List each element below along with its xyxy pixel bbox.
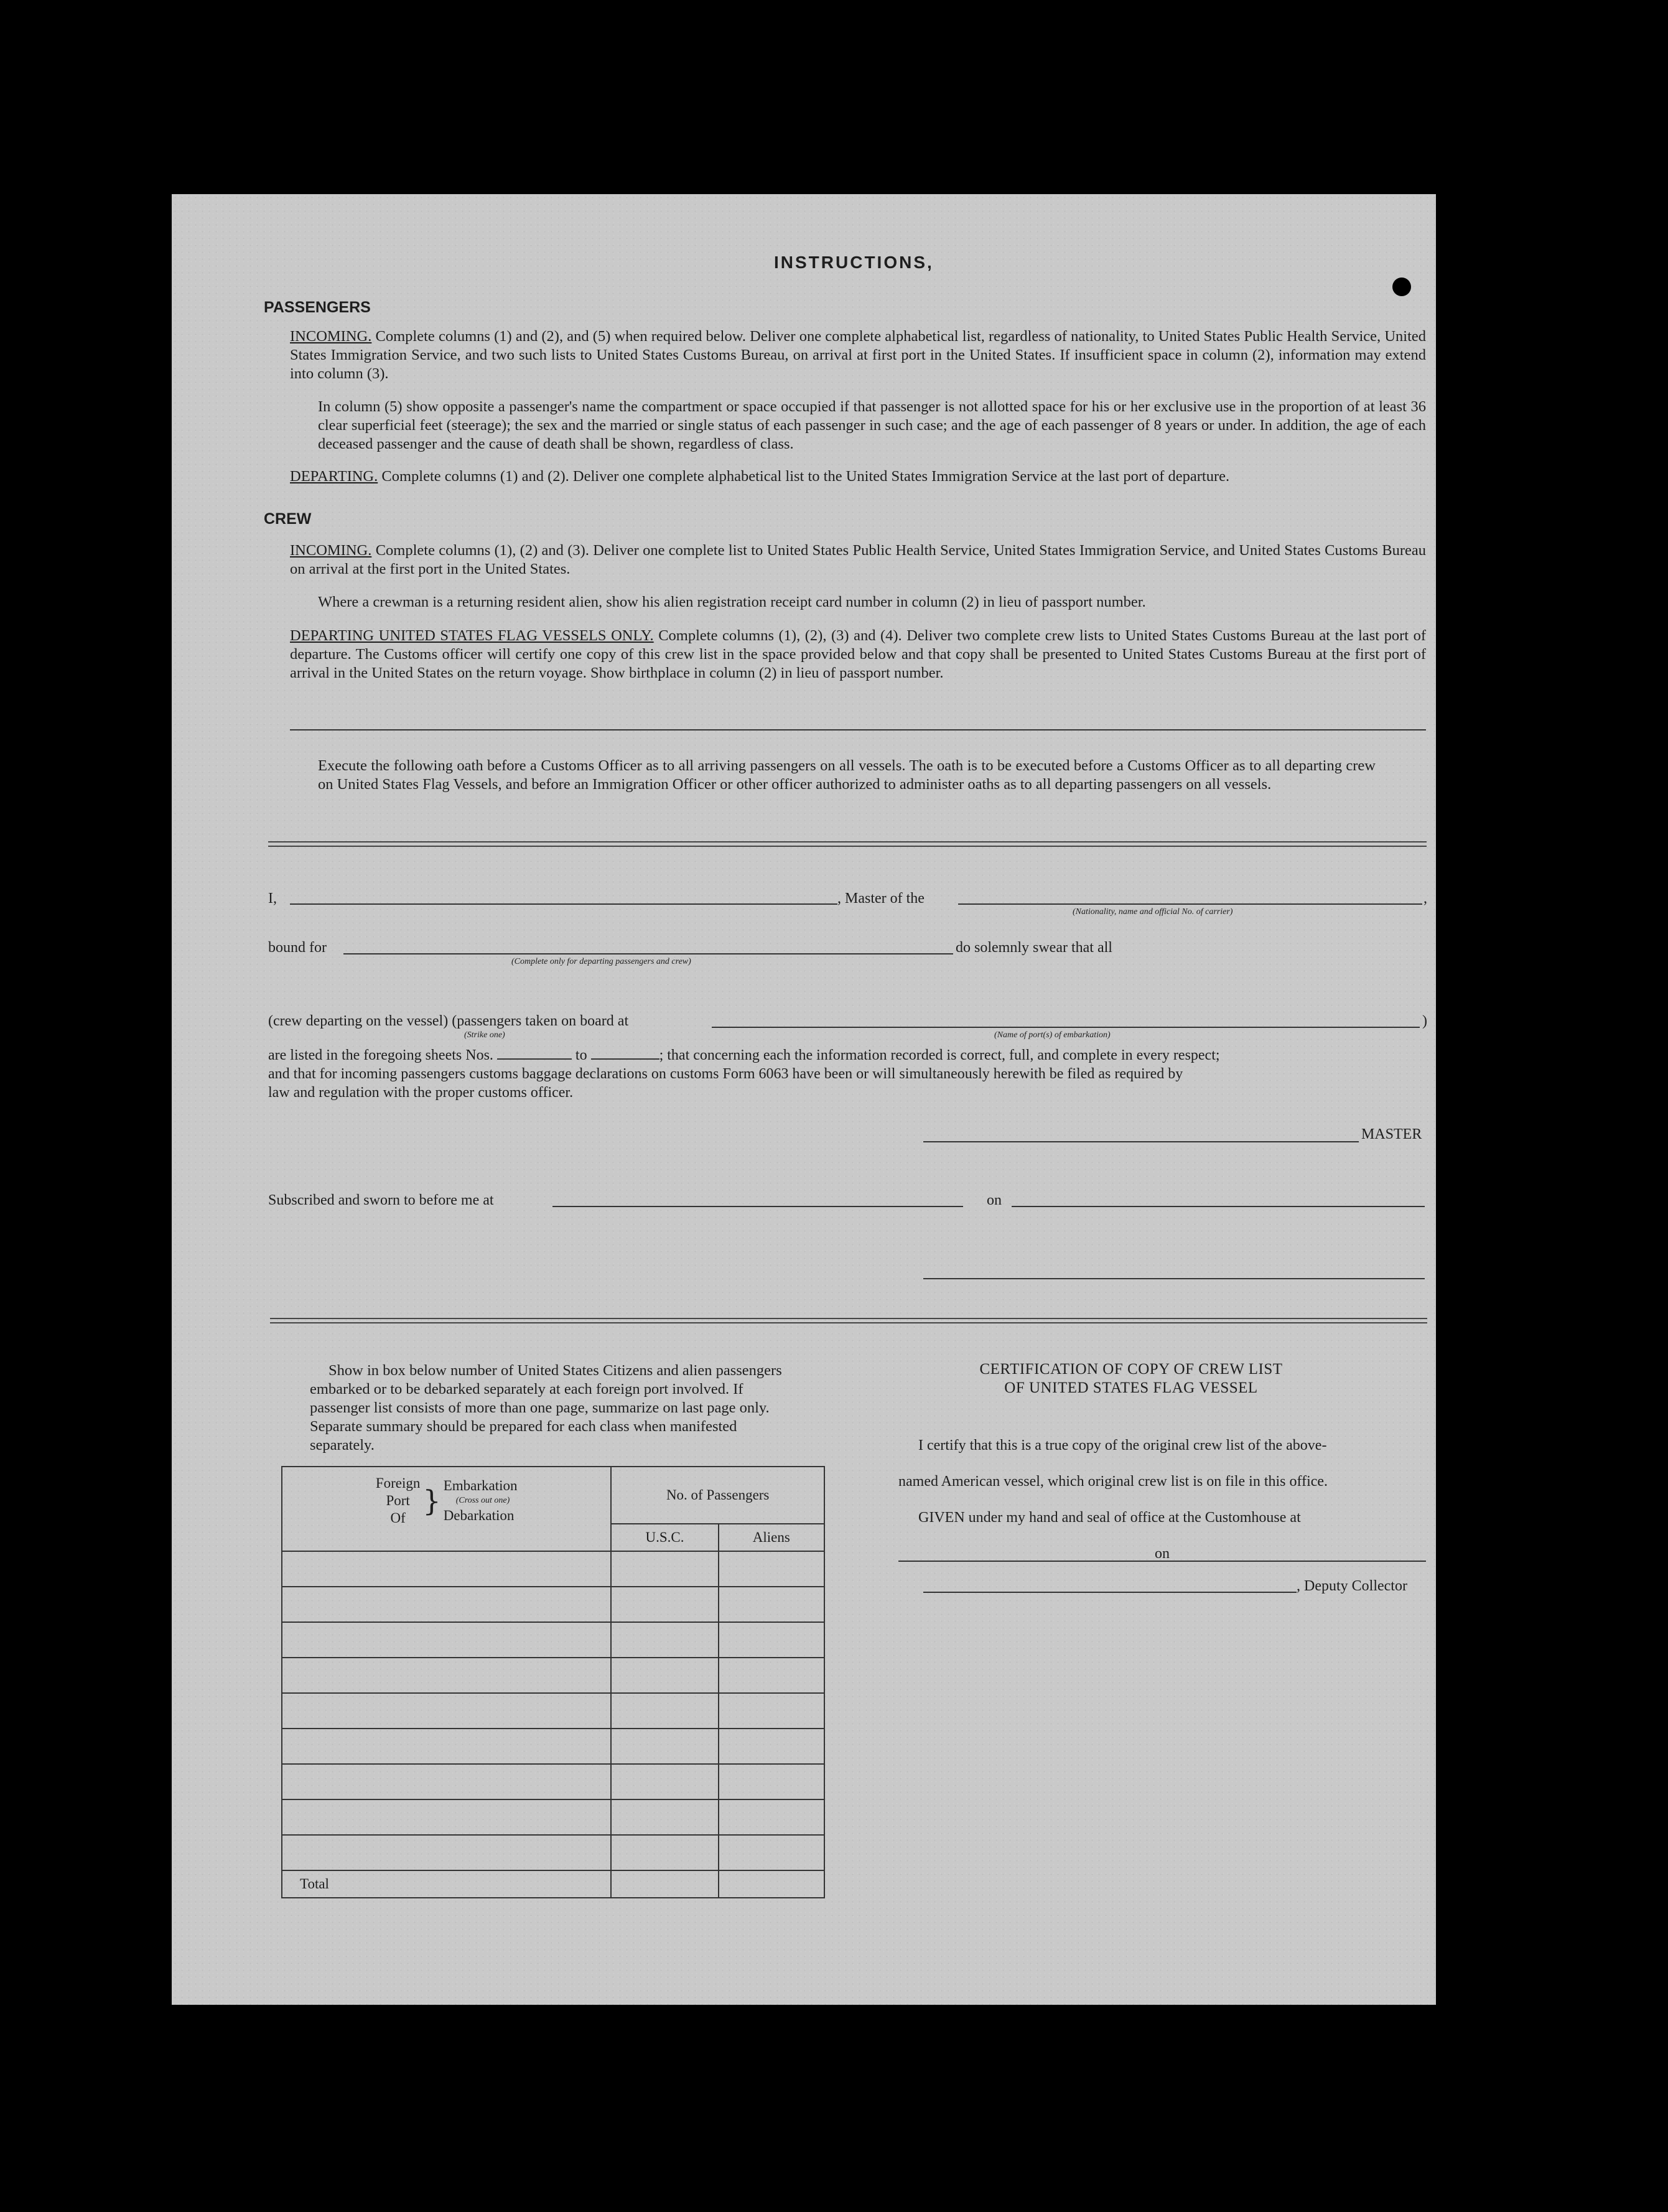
crew-resident: Where a crewman is a returning resident alien, show his alien registration receipt card number in column (2) in lieu of passport number.	[318, 594, 1146, 610]
port-cell[interactable]	[282, 1835, 611, 1870]
left-brace: }	[422, 1484, 441, 1518]
aliens-cell[interactable]	[719, 1799, 824, 1835]
crew-incoming-label: INCOMING.	[290, 542, 372, 559]
deputy-collector-label: , Deputy Collector	[1297, 1578, 1407, 1594]
port-cell[interactable]	[282, 1799, 611, 1835]
total-label: Total	[282, 1870, 611, 1898]
crew-departing-label: (crew departing on the vessel) (passengers taken on board at	[268, 1013, 629, 1029]
of-label: Of	[390, 1510, 406, 1526]
port-label: Port	[386, 1493, 410, 1508]
certification-title	[888, 1360, 1374, 1398]
divider-double	[270, 1318, 1427, 1323]
port-cell[interactable]	[282, 1551, 611, 1587]
passengers-departing	[290, 467, 1426, 486]
certification-text-line1: I certify that this is a true copy of the original crew list of the above-	[918, 1437, 1327, 1454]
embarkation-label: Embarkation	[443, 1478, 518, 1493]
usc-total-cell[interactable]	[611, 1870, 718, 1898]
port-header-cell	[282, 1467, 611, 1551]
certification-title-line1: CERTIFICATION OF COPY OF CREW LIST	[979, 1361, 1283, 1378]
listed-to: to	[575, 1047, 587, 1063]
listed-line3: law and regulation with the proper customs officer.	[268, 1085, 574, 1101]
subscribed-label: Subscribed and sworn to before me at	[268, 1192, 494, 1208]
incoming-label: INCOMING.	[290, 328, 372, 345]
passenger-summary-table	[281, 1466, 825, 1898]
summary-instructions: Show in box below number of United States Citizens and alien passengers embarked or to be debarked separately at each foreign port involved. If passenger list consists of more than one page, summarize on last page only. Separate summary should be prepared for each class when manifested separately.	[310, 1362, 782, 1454]
passengers-incoming	[290, 327, 1426, 383]
no-passengers-header: No. of Passengers	[611, 1467, 824, 1524]
port-cell[interactable]	[282, 1764, 611, 1799]
certification-title-line2: OF UNITED STATES FLAG VESSEL	[1004, 1379, 1258, 1396]
master-label: MASTER	[1361, 1126, 1422, 1142]
certification-on-label: on	[1155, 1546, 1170, 1562]
aliens-cell[interactable]	[719, 1551, 824, 1587]
officer-signature-field[interactable]	[923, 1278, 1425, 1279]
divider	[290, 729, 1426, 730]
usc-cell[interactable]	[611, 1658, 718, 1693]
aliens-cell[interactable]	[719, 1693, 824, 1729]
name-field[interactable]	[290, 903, 837, 905]
embarkation-field[interactable]	[712, 1027, 1420, 1028]
bound-for-field[interactable]	[343, 953, 953, 954]
crew-incoming-text: Complete columns (1), (2) and (3). Deliver one complete list to United States Public Health Service, United States Immigration Service, and United States Customs Bureau on arrival at the first port in the United States.	[290, 542, 1427, 577]
sworn-place-field[interactable]	[552, 1206, 963, 1207]
aliens-cell[interactable]	[719, 1622, 824, 1658]
swear-label: do solemnly swear that all	[956, 940, 1112, 956]
listed-part1: are listed in the foregoing sheets Nos.	[268, 1047, 493, 1063]
usc-cell[interactable]	[611, 1799, 718, 1835]
sworn-on-label: on	[987, 1192, 1002, 1208]
form-page	[172, 194, 1436, 2005]
aliens-cell[interactable]	[719, 1658, 824, 1693]
port-cell[interactable]	[282, 1587, 611, 1622]
strike-one-caption: (Strike one)	[464, 1030, 505, 1040]
foreign-label: Foreign	[375, 1475, 421, 1491]
sheet-from-field[interactable]	[497, 1058, 572, 1060]
comma: ,	[1423, 890, 1427, 907]
usc-cell[interactable]	[611, 1622, 718, 1658]
usc-header: U.S.C.	[611, 1524, 718, 1551]
incoming-text: Complete columns (1) and (2), and (5) when required below. Deliver one complete alphabetical list, regardless of nationality, to United States Public Health Service, United States Immigration Service, and two such lists to United States Customs Bureau, on arrival at first port in the United States. If insufficient space in column (2), information may extend into column (3).	[290, 328, 1426, 382]
passengers-column5: In column (5) show opposite a passenger's name the compartment or space occupied if that passenger is not allotted space for his or her exclusive use in the proportion of at least 36 clear superficial feet (steerage); the sex and the married or single status of each passenger in such case; and the age of each passenger of 8 years or under. In addition, the age of each deceased passenger and the cause of death shall be shown, regardless of class.	[318, 398, 1426, 452]
certification-text-line2: named American vessel, which original crew list is on file in this office.	[898, 1473, 1328, 1490]
carrier-field[interactable]	[958, 903, 1422, 905]
close-paren: )	[1422, 1013, 1427, 1029]
port-cell[interactable]	[282, 1658, 611, 1693]
aliens-cell[interactable]	[719, 1587, 824, 1622]
sworn-date-field[interactable]	[1012, 1206, 1425, 1207]
deputy-signature-field[interactable]	[923, 1592, 1297, 1593]
punch-hole	[1491, 223, 1512, 244]
departing-label: DEPARTING.	[290, 468, 378, 485]
embark-caption: (Name of port(s) of embarkation)	[994, 1030, 1111, 1040]
crew-incoming	[290, 541, 1426, 579]
passengers-heading: PASSENGERS	[264, 299, 371, 316]
usc-cell[interactable]	[611, 1587, 718, 1622]
instructions-title: INSTRUCTIONS,	[774, 253, 934, 272]
master-signature-field[interactable]	[923, 1141, 1359, 1142]
listed-line	[268, 1046, 1427, 1065]
aliens-header: Aliens	[719, 1524, 824, 1551]
usc-cell[interactable]	[611, 1693, 718, 1729]
master-of-label: , Master of the	[837, 890, 925, 907]
usc-cell[interactable]	[611, 1729, 718, 1764]
oath-intro: Execute the following oath before a Customs Officer as to all arriving passengers on all vessels. The oath is to be executed before a Customs Officer as to all departing crew on United States Flag Vessels, and before an Immigration Officer or other officer authorized to administer oaths as to all departing passengers on all vessels.	[318, 757, 1376, 793]
bound-for-label: bound for	[268, 940, 327, 956]
certification-date-field[interactable]	[1177, 1561, 1426, 1562]
departing-text: Complete columns (1) and (2). Deliver one complete alphabetical list to the United States Immigration Service at the last port of departure.	[381, 468, 1230, 485]
bound-caption: (Complete only for departing passengers and crew)	[511, 957, 691, 966]
punch-hole	[1392, 278, 1411, 296]
aliens-cell[interactable]	[719, 1835, 824, 1870]
crew-flag-text: Complete columns (1), (2), (3) and (4). Deliver two complete crew lists to United States Customs Bureau at the last port of departure. The Customs officer will certify one copy of this crew list in the space provided below and that copy shall be presented to United States Customs Bureau at the first port of arrival in the United States on the return voyage. Show birthplace in column (2) in lieu of passport number.	[290, 627, 1426, 681]
crew-heading: CREW	[264, 510, 312, 528]
usc-cell[interactable]	[611, 1551, 718, 1587]
aliens-cell[interactable]	[719, 1764, 824, 1799]
usc-cell[interactable]	[611, 1764, 718, 1799]
port-cell[interactable]	[282, 1729, 611, 1764]
port-cell[interactable]	[282, 1693, 611, 1729]
sheet-to-field[interactable]	[591, 1058, 659, 1060]
listed-part2: ; that concerning each the information recorded is correct, full, and complete in every respect;	[659, 1047, 1220, 1063]
crew-flag-label: DEPARTING UNITED STATES FLAG VESSELS ONLY.	[290, 627, 654, 644]
aliens-cell[interactable]	[719, 1729, 824, 1764]
listed-line2: and that for incoming passengers customs baggage declarations on customs Form 6063 have been or will simultaneously herewith be filed as required by	[268, 1066, 1183, 1082]
port-cell[interactable]	[282, 1622, 611, 1658]
given-label: GIVEN under my hand and seal of office at the Customhouse at	[918, 1510, 1301, 1526]
carrier-caption: (Nationality, name and official No. of carrier)	[1073, 907, 1233, 917]
oath-i-label: I,	[268, 890, 277, 907]
crew-flag-vessels	[290, 627, 1426, 683]
divider-double	[268, 841, 1427, 847]
cross-out-label: (Cross out one)	[455, 1496, 510, 1505]
debarkation-label: Debarkation	[443, 1508, 515, 1523]
aliens-total-cell[interactable]	[719, 1870, 824, 1898]
usc-cell[interactable]	[611, 1835, 718, 1870]
